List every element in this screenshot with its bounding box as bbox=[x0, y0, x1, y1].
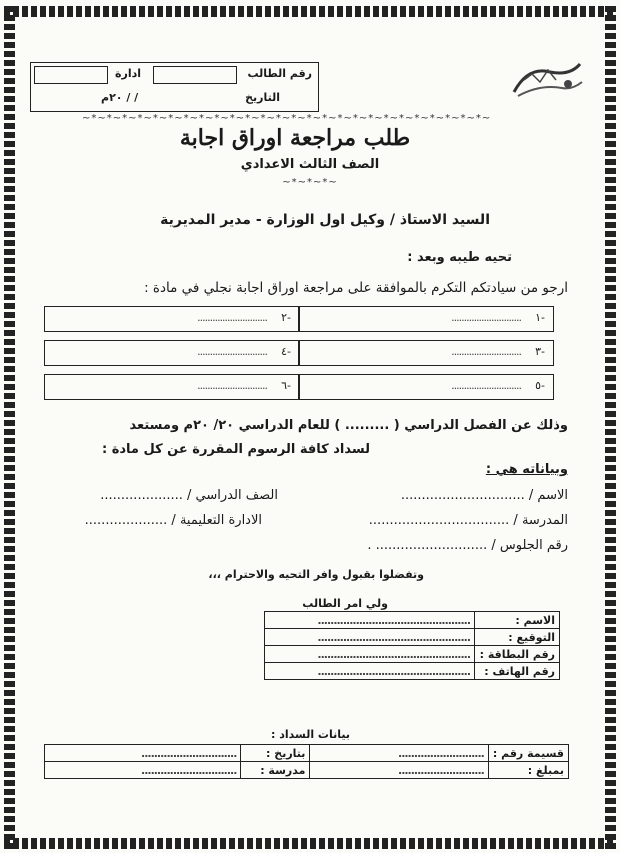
dotted-border-bottom bbox=[4, 838, 616, 849]
table-row bbox=[265, 663, 560, 680]
subject-dots: ............................ bbox=[197, 345, 267, 358]
date-value: / / ٢٠م bbox=[101, 91, 139, 104]
payment-date-label: بتاريخ : bbox=[241, 745, 310, 762]
table-row bbox=[45, 745, 569, 762]
payment-date-field[interactable]: .............................. bbox=[45, 745, 241, 762]
guardian-phone-label: رقم الهاتف : bbox=[475, 663, 560, 680]
guardian-name-field[interactable]: ................................................ bbox=[265, 612, 475, 629]
subject-dots: ............................ bbox=[197, 379, 267, 392]
amount-field[interactable]: ........................... bbox=[310, 762, 488, 779]
dotted-border-right bbox=[605, 6, 616, 849]
table-row bbox=[265, 646, 560, 663]
student-no-field[interactable] bbox=[153, 66, 237, 84]
addressee: السيد الاستاذ / وكيل اول الوزارة - مدير المديرية bbox=[160, 212, 490, 228]
table-row bbox=[265, 612, 560, 629]
request-text: ارجو من سيادتكم التكرم بالموافقة على مراجعة اوراق اجابة نجلي في مادة : bbox=[144, 280, 568, 296]
guardian-heading: ولي امر الطالب bbox=[302, 597, 388, 610]
subject-number: -٦ bbox=[281, 379, 291, 392]
subject-number: -٣ bbox=[535, 345, 545, 358]
student-grade-field[interactable]: الصف الدراسي / .................... bbox=[100, 488, 278, 503]
stars-divider: ~*~*~*~*~*~*~*~*~*~*~*~*~*~*~*~*~*~*~*~*~*~*~*~*~*~*~ bbox=[82, 113, 492, 124]
admin-label: ادارة bbox=[115, 67, 142, 80]
fees-line: لسداد كافة الرسوم المقررة عن كل مادة : bbox=[101, 442, 370, 457]
grade-title: الصف الثالث الاعدادي bbox=[240, 157, 380, 172]
greeting: تحيه طيبه وبعد : bbox=[407, 250, 512, 265]
student-name-field[interactable]: الاسم / .............................. bbox=[400, 488, 568, 503]
subject-number: -٥ bbox=[535, 379, 545, 392]
school-field[interactable]: .............................. bbox=[45, 762, 241, 779]
semester-line: وذلك عن الفصل الدراسي ( ......... ) للعام الدراسي ٢٠/ ٢٠م ومستعد bbox=[129, 418, 568, 433]
subject-field-3[interactable] bbox=[298, 340, 554, 366]
header-box bbox=[30, 62, 319, 112]
student-school-field[interactable]: المدرسة / .................................. bbox=[368, 513, 568, 528]
admin-field[interactable] bbox=[34, 66, 108, 84]
payment-heading: بيانات السداد : bbox=[271, 728, 350, 741]
subject-dots: ............................ bbox=[451, 379, 521, 392]
subject-field-5[interactable] bbox=[298, 374, 554, 400]
table-row bbox=[45, 762, 569, 779]
guardian-name-label: الاسم : bbox=[475, 612, 560, 629]
receipt-no-label: قسيمة رقم : bbox=[488, 745, 568, 762]
student-seat-field[interactable]: رقم الجلوس / ........................... . bbox=[367, 538, 568, 553]
guardian-phone-field[interactable]: ................................................ bbox=[265, 663, 475, 680]
receipt-no-field[interactable]: ........................... bbox=[310, 745, 488, 762]
dotted-border-left bbox=[4, 6, 15, 849]
guardian-signature-field[interactable]: ................................................ bbox=[265, 629, 475, 646]
guardian-signature-label: التوقيع : bbox=[475, 629, 560, 646]
data-heading: وبياناته هي : bbox=[485, 462, 568, 477]
grade-stars: ~*~*~*~ bbox=[282, 177, 338, 188]
amount-label: بمبلغ : bbox=[488, 762, 568, 779]
ministry-logo-icon bbox=[510, 58, 585, 102]
student-admin-field[interactable]: الادارة التعليمية / .................... bbox=[84, 513, 262, 528]
subject-field-6[interactable] bbox=[44, 374, 300, 400]
subject-field-2[interactable] bbox=[44, 306, 300, 332]
subject-dots: ............................ bbox=[451, 345, 521, 358]
subject-number: -٢ bbox=[281, 311, 291, 324]
subject-dots: ............................ bbox=[451, 311, 521, 324]
dotted-border-top bbox=[4, 6, 616, 17]
closing-text: وتفضلوا بقبول وافر التحيه والاحترام ،،، bbox=[208, 568, 424, 581]
guardian-table bbox=[264, 611, 560, 680]
subject-dots: ............................ bbox=[197, 311, 267, 324]
subject-field-4[interactable] bbox=[44, 340, 300, 366]
payment-table bbox=[44, 744, 569, 779]
date-label: التاريخ bbox=[245, 91, 280, 104]
subject-field-1[interactable] bbox=[298, 306, 554, 332]
guardian-id-label: رقم البطاقة : bbox=[475, 646, 560, 663]
subject-number: -٤ bbox=[281, 345, 291, 358]
school-label: مدرسة : bbox=[241, 762, 310, 779]
page-title: طلب مراجعة اوراق اجابة bbox=[179, 125, 411, 151]
guardian-id-field[interactable]: ................................................ bbox=[265, 646, 475, 663]
subject-number: -١ bbox=[535, 311, 545, 324]
student-no-label: رقم الطالب bbox=[247, 67, 312, 80]
table-row bbox=[265, 629, 560, 646]
